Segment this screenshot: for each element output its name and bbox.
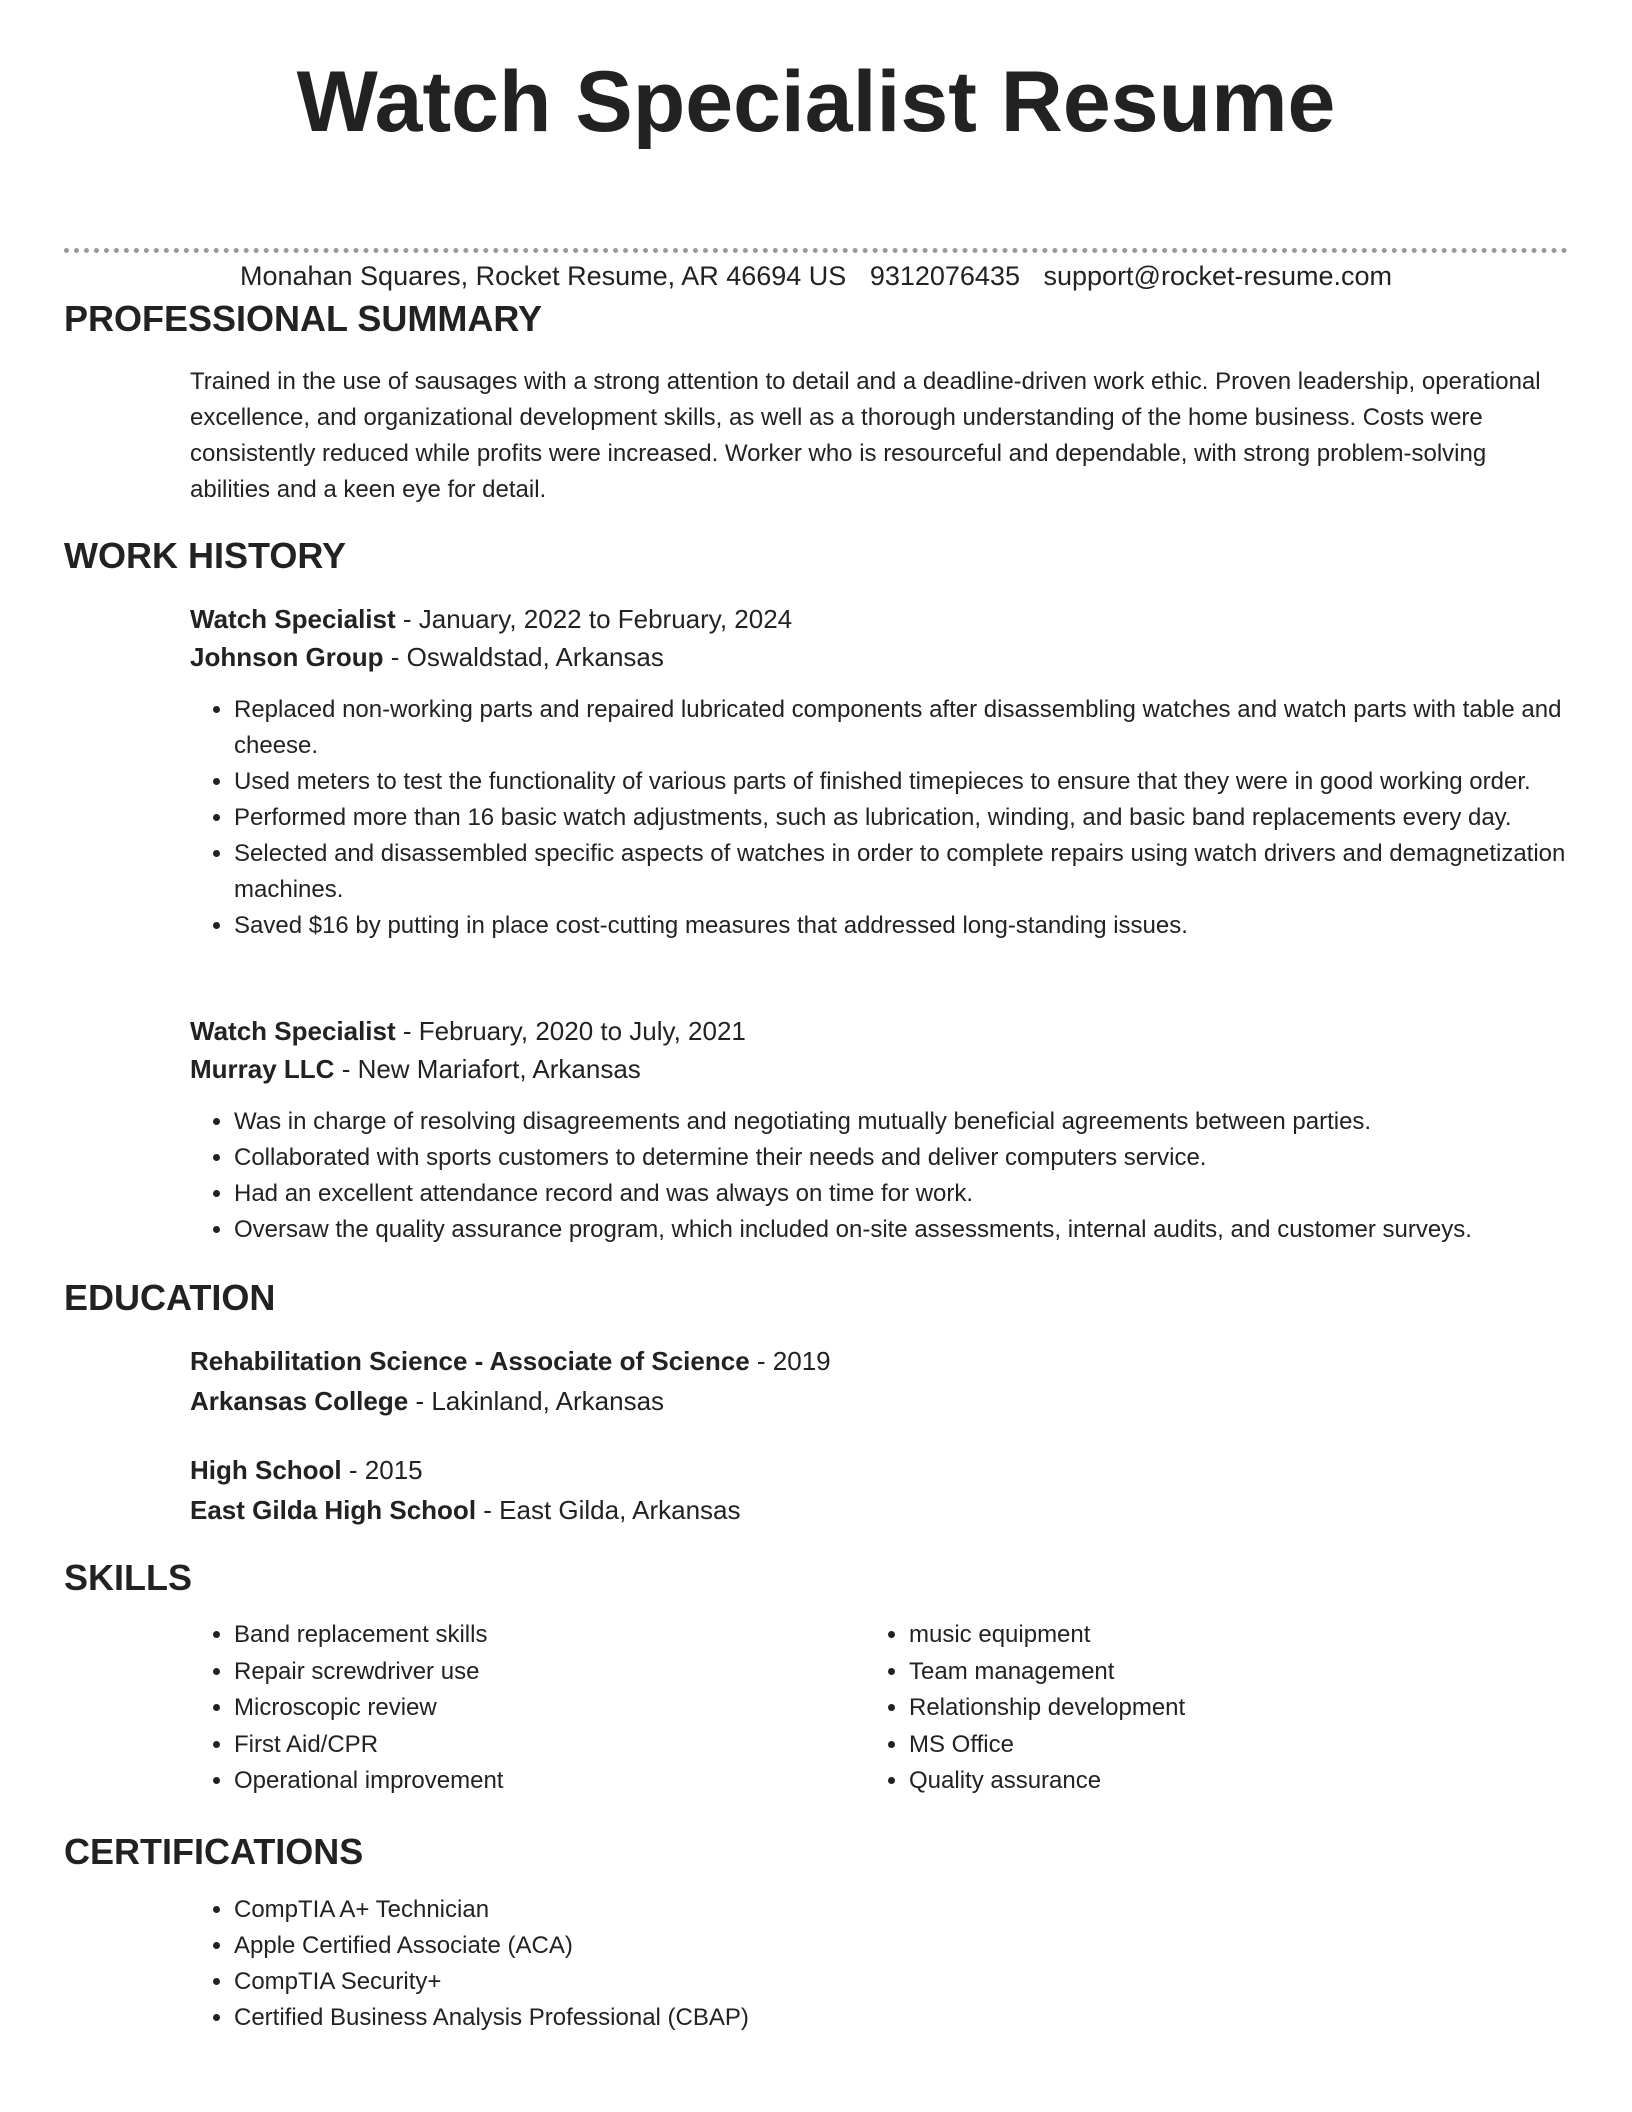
list-item: • Certified Business Analysis Professional (CBAP) [234,2000,1614,2036]
summary-text: Trained in the use of sausages with a strong attention to detail and a deadline-driven work ethic. Proven leadership, operational excellence, and organizational development skills, as well as a thorough understanding of the home business. Costs were consistently reduced while profits were increased. Worker who is resourceful and dependable, with strong problem-solving abilities and a keen eye for detail. [190,368,1541,503]
edu-degree: High School [190,1455,342,1485]
skills-list-left [190,1617,854,1800]
contact-line [64,256,1568,296]
list-item: • Quality assurance [909,1763,1529,1800]
edu-degree: Rehabilitation Science - Associate of Science [190,1346,750,1376]
summary-heading: PROFESSIONAL SUMMARY [64,298,543,339]
edu-2-school-line [190,1491,741,1529]
list-item: • MS Office [909,1727,1529,1764]
edu-school: East Gilda High School [190,1495,477,1525]
list-item: • CompTIA Security+ [234,1964,1614,2000]
job-company: Murray LLC [190,1054,335,1084]
list-item: • Had an excellent attendance record and was always on time for work. [234,1176,1614,1212]
header-divider [64,248,1568,253]
list-item: • Apple Certified Associate (ACA) [234,1928,1614,1964]
skills-heading: SKILLS [64,1557,193,1598]
job-1-company-line [190,638,664,676]
list-item: • Saved $16 by putting in place cost-cutting measures that addressed long-standing issues. [234,908,1614,944]
list-item: • Band replacement skills [234,1617,854,1654]
edu-2-degree-line [190,1451,423,1489]
job-location: - New Mariafort, Arkansas [334,1054,641,1084]
list-item: • Operational improvement [234,1763,854,1800]
job-company: Johnson Group [190,642,384,672]
work-heading: WORK HISTORY [64,535,347,576]
list-item: • Oversaw the quality assurance program, which included on-site assessments, internal audits, and customer surveys. [234,1212,1614,1248]
list-item: • Relationship development [909,1690,1529,1727]
resume-page [64,0,1568,2031]
list-item: • Collaborated with sports customers to determine their needs and deliver computers service. [234,1140,1614,1176]
job-1-title-line [190,600,792,638]
list-item: • Microscopic review [234,1690,854,1727]
contact-address: Monahan Squares, Rocket Resume, AR 46694 US [239,261,847,291]
job-dates: - February, 2020 to July, 2021 [395,1016,746,1046]
job-1-bullets [190,692,1614,944]
list-item: • Team management [909,1654,1529,1691]
list-item: • Replaced non-working parts and repaired lubricated components after disassembling watches and watch parts with table and cheese. [234,692,1614,764]
edu-1-school-line [190,1382,664,1420]
contact-phone: 9312076435 [869,261,1020,291]
edu-year: - 2015 [341,1455,423,1485]
skills-list-right [865,1617,1529,1800]
edu-school: Arkansas College [190,1386,409,1416]
job-2-bullets [190,1104,1614,1248]
education-heading: EDUCATION [64,1277,276,1318]
job-2-title-line [190,1012,746,1050]
certifications-list [190,1892,1614,2036]
job-location: - Oswaldstad, Arkansas [383,642,664,672]
edu-location: - Lakinland, Arkansas [408,1386,665,1416]
edu-year: - 2019 [749,1346,831,1376]
edu-location: - East Gilda, Arkansas [476,1495,741,1525]
list-item: • CompTIA A+ Technician [234,1892,1614,1928]
list-item: • Selected and disassembled specific aspects of watches in order to complete repairs using watch drivers and demagnetization machines. [234,836,1614,908]
job-title: Watch Specialist [190,604,396,634]
list-item: • music equipment [909,1617,1529,1654]
edu-1-degree-line [190,1342,831,1380]
list-item: • Used meters to test the functionality of various parts of finished timepieces to ensure that they were in good working order. [234,764,1614,800]
job-dates: - January, 2022 to February, 2024 [395,604,793,634]
list-item: • Was in charge of resolving disagreements and negotiating mutually beneficial agreements between parties. [234,1104,1614,1140]
list-item: • Repair screwdriver use [234,1654,854,1691]
certifications-heading: CERTIFICATIONS [64,1831,364,1872]
list-item: • First Aid/CPR [234,1727,854,1764]
job-title: Watch Specialist [190,1016,396,1046]
list-item: • Performed more than 16 basic watch adjustments, such as lubrication, winding, and basic band replacements every day. [234,800,1614,836]
page-title: Watch Specialist Resume [296,54,1336,150]
contact-email: support@rocket-resume.com [1043,261,1393,291]
job-2-company-line [190,1050,641,1088]
